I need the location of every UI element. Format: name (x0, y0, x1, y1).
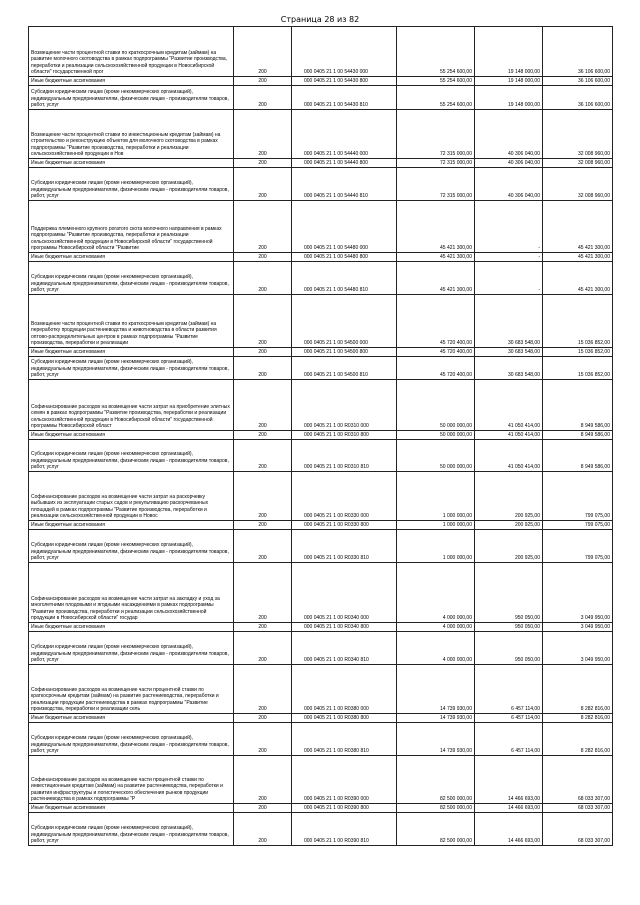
row-executed: 40 306 040,00 (475, 110, 543, 159)
row-remainder: 799 075,00 (543, 472, 613, 521)
row-remainder: 8 949 586,00 (543, 431, 613, 440)
table-row (29, 357, 613, 380)
row-assigned: 50 000 000,00 (397, 440, 475, 472)
row-code: 000 0405 21 1 00 54500 800 (292, 348, 397, 357)
row-code: 000 0405 21 1 00 54430 800 (292, 77, 397, 86)
row-number: 200 (234, 756, 292, 804)
row-name: Возмещение части процентной ставки по краткосрочным кредитам (займам) на переработку продукции растениеводства и животноводства в области развития оптово-распределительных центров в рамках подпрограммы "Развитие производства, переработки и реализации (29, 295, 234, 348)
row-name: Софинансирование расходов на возмещение части затрат на раскорчевку выбывших из эксплуатации старых садов и рекультивацию раскорчеванных площадей в рамках подпрограммы "Развитие производства, переработки и реализации сельскохозяйственной продукции в Новос (29, 472, 234, 521)
table-row (29, 168, 613, 201)
row-assigned: 14 739 930,00 (397, 665, 475, 714)
row-executed: 30 683 548,00 (475, 348, 543, 357)
row-remainder: 36 106 600,00 (543, 86, 613, 110)
row-code: 000 0405 21 1 00 R0340 800 (292, 623, 397, 632)
row-number: 200 (234, 530, 292, 563)
row-assigned: 1 000 000,00 (397, 521, 475, 530)
row-code: 000 0405 21 1 00 54480 800 (292, 253, 397, 262)
table-row (29, 295, 613, 348)
row-name: Субсидии юридическим лицам (кроме некоммерческих организаций), индивидуальным предпринимателям, физическим лицам - производителям товаров, работ, услуг (29, 723, 234, 756)
table-row (29, 86, 613, 110)
row-code: 000 0405 21 1 00 R0330 000 (292, 472, 397, 521)
row-name: Возмещение части процентной ставки по инвестиционным кредитам (займам) на строительство и реконструкцию объектов для молочного скотоводства в рамках подпрограммы "Развитие производства, переработки и реализации сельскохозяйственной продукции в Нов (29, 110, 234, 159)
row-code: 000 0405 21 1 00 R0390 000 (292, 756, 397, 804)
row-number: 200 (234, 472, 292, 521)
table-row (29, 77, 613, 86)
row-number: 200 (234, 348, 292, 357)
row-name: Софинансирование расходов на возмещение части процентной ставки по краткосрочным кредитам (займам) на развитие растениеводства, переработки и реализации продукции растениеводства в рамках подпрограммы "Развитие производства, переработки и реализации сель (29, 665, 234, 714)
row-number: 200 (234, 295, 292, 348)
row-number: 200 (234, 623, 292, 632)
row-remainder: 32 008 960,00 (543, 110, 613, 159)
row-number: 200 (234, 723, 292, 756)
row-executed: 41 050 414,00 (475, 380, 543, 431)
row-assigned: 82 500 000,00 (397, 756, 475, 804)
row-remainder: 3 049 950,00 (543, 632, 613, 665)
row-assigned: 55 254 600,00 (397, 86, 475, 110)
row-code: 000 0405 21 1 00 54430 000 (292, 27, 397, 77)
row-assigned: 4 000 000,00 (397, 632, 475, 665)
row-executed: 200 925,00 (475, 521, 543, 530)
row-number: 200 (234, 440, 292, 472)
row-name: Иные бюджетные ассигнования (29, 804, 234, 813)
row-remainder: 15 036 852,00 (543, 295, 613, 348)
row-assigned: 72 315 000,00 (397, 110, 475, 159)
row-number: 200 (234, 262, 292, 295)
table-row (29, 27, 613, 77)
row-code: 000 0405 21 1 00 54440 810 (292, 168, 397, 201)
row-code: 000 0405 21 1 00 R0330 810 (292, 530, 397, 563)
table-row (29, 665, 613, 714)
row-assigned: 1 000 000,00 (397, 530, 475, 563)
row-assigned: 55 254 600,00 (397, 77, 475, 86)
row-name: Софинансирование расходов на возмещение части затрат на закладку и уход за многолетними плодовыми и ягодными насаждениями в рамках подпрограммы "Развитие производства, переработки и реализации сельскохозяйственной продукции в Новосибирской области" государ (29, 563, 234, 623)
row-number: 200 (234, 665, 292, 714)
row-remainder: 45 421 300,00 (543, 201, 613, 253)
page-header: Страница 28 из 82 (280, 15, 360, 24)
row-number: 200 (234, 77, 292, 86)
row-name: Субсидии юридическим лицам (кроме некоммерческих организаций), индивидуальным предпринимателям, физическим лицам - производителям товаров, работ, услуг (29, 813, 234, 846)
row-remainder: 799 075,00 (543, 521, 613, 530)
row-assigned: 14 739 930,00 (397, 714, 475, 723)
row-number: 200 (234, 357, 292, 380)
row-assigned: 50 000 000,00 (397, 431, 475, 440)
row-code: 000 0405 21 1 00 54440 000 (292, 110, 397, 159)
row-remainder: 36 106 600,00 (543, 27, 613, 77)
row-number: 200 (234, 201, 292, 253)
row-executed: 950 050,00 (475, 563, 543, 623)
row-assigned: 45 421 300,00 (397, 262, 475, 295)
row-name: Возмещение части процентной ставки по краткосрочным кредитам (займам) на развитие молочного скотоводства в рамках подпрограммы "Развитие производства, переработки и реализации сельскохозяйственной продукции в Новосибирской области" государственной прог (29, 27, 234, 77)
row-remainder: 8 949 586,00 (543, 440, 613, 472)
row-number: 200 (234, 521, 292, 530)
row-code: 000 0405 21 1 00 54480 810 (292, 262, 397, 295)
row-number: 200 (234, 27, 292, 77)
row-remainder: 8 282 816,00 (543, 665, 613, 714)
row-code: 000 0405 21 1 00 R0380 800 (292, 714, 397, 723)
table-row (29, 262, 613, 295)
row-name: Субсидии юридическим лицам (кроме некоммерческих организаций), индивидуальным предпринимателям, физическим лицам - производителям товаров, работ, услуг (29, 168, 234, 201)
row-name: Поддержка племенного крупного рогатого скота молочного направления в рамках подпрограммы "Развитие производства, переработки и реализации сельскохозяйственной продукции в Новосибирской области" государственной программы Новосибирской области "Развитие (29, 201, 234, 253)
row-code: 000 0405 21 1 00 54430 810 (292, 86, 397, 110)
row-executed: 19 148 000,00 (475, 27, 543, 77)
row-name: Субсидии юридическим лицам (кроме некоммерческих организаций), индивидуальным предпринимателям, физическим лицам - производителям товаров, работ, услуг (29, 632, 234, 665)
row-assigned: 72 315 000,00 (397, 159, 475, 168)
row-name: Иные бюджетные ассигнования (29, 714, 234, 723)
row-remainder: 8 282 816,00 (543, 723, 613, 756)
row-executed: - (475, 201, 543, 253)
row-code: 000 0405 21 1 00 R0330 800 (292, 521, 397, 530)
row-name: Субсидии юридическим лицам (кроме некоммерческих организаций), индивидуальным предпринимателям, физическим лицам - производителям товаров, работ, услуг (29, 86, 234, 110)
row-executed: 40 306 040,00 (475, 159, 543, 168)
row-remainder: 15 036 852,00 (543, 348, 613, 357)
row-remainder: 36 106 600,00 (543, 77, 613, 86)
table-row (29, 521, 613, 530)
row-code: 000 0405 21 1 00 R0310 000 (292, 380, 397, 431)
row-name: Иные бюджетные ассигнования (29, 253, 234, 262)
row-code: 000 0405 21 1 00 R0380 810 (292, 723, 397, 756)
row-name: Субсидии юридическим лицам (кроме некоммерческих организаций), индивидуальным предпринимателям, физическим лицам - производителям товаров, работ, услуг (29, 530, 234, 563)
row-executed: 41 050 414,00 (475, 431, 543, 440)
row-executed: 30 683 548,00 (475, 295, 543, 348)
row-name: Иные бюджетные ассигнования (29, 348, 234, 357)
row-remainder: 32 008 960,00 (543, 168, 613, 201)
row-code: 000 0405 21 1 00 R0390 800 (292, 804, 397, 813)
row-assigned: 72 315 000,00 (397, 168, 475, 201)
row-number: 200 (234, 632, 292, 665)
row-code: 000 0405 21 1 00 54480 000 (292, 201, 397, 253)
row-assigned: 4 000 000,00 (397, 563, 475, 623)
table-row (29, 723, 613, 756)
row-number: 200 (234, 804, 292, 813)
row-name: Иные бюджетные ассигнования (29, 431, 234, 440)
row-code: 000 0405 21 1 00 54500 000 (292, 295, 397, 348)
row-assigned: 50 000 000,00 (397, 380, 475, 431)
row-assigned: 4 000 000,00 (397, 623, 475, 632)
row-number: 200 (234, 253, 292, 262)
row-number: 200 (234, 159, 292, 168)
row-executed: 30 683 548,00 (475, 357, 543, 380)
table-row (29, 623, 613, 632)
row-name: Субсидии юридическим лицам (кроме некоммерческих организаций), индивидуальным предпринимателям, физическим лицам - производителям товаров, работ, услуг (29, 440, 234, 472)
table-row (29, 530, 613, 563)
row-assigned: 45 720 400,00 (397, 295, 475, 348)
row-code: 000 0405 21 1 00 R0380 000 (292, 665, 397, 714)
table-row (29, 380, 613, 431)
budget-table (28, 26, 613, 846)
row-code: 000 0405 21 1 00 54440 800 (292, 159, 397, 168)
table-row (29, 440, 613, 472)
row-remainder: 3 049 950,00 (543, 563, 613, 623)
row-code: 000 0405 21 1 00 54500 810 (292, 357, 397, 380)
row-name: Софинансирование расходов на возмещение части затрат на приобретение элитных семян в рамках подпрограммы "Развитие производства, переработки и реализации сельскохозяйственной продукции в Новосибирской области" государственной программы Новосибирской област (29, 380, 234, 431)
row-number: 200 (234, 168, 292, 201)
row-number: 200 (234, 431, 292, 440)
row-executed: 950 050,00 (475, 632, 543, 665)
row-remainder: 68 033 307,00 (543, 813, 613, 846)
row-number: 200 (234, 380, 292, 431)
budget-table-body (29, 27, 613, 846)
table-row (29, 632, 613, 665)
row-number: 200 (234, 110, 292, 159)
row-remainder: 32 008 960,00 (543, 159, 613, 168)
table-row (29, 201, 613, 253)
row-assigned: 45 421 300,00 (397, 201, 475, 253)
row-assigned: 14 739 930,00 (397, 723, 475, 756)
table-row (29, 159, 613, 168)
row-code: 000 0405 21 1 00 R0310 800 (292, 431, 397, 440)
table-row (29, 714, 613, 723)
row-name: Иные бюджетные ассигнования (29, 77, 234, 86)
row-executed: 14 466 693,00 (475, 756, 543, 804)
row-number: 200 (234, 563, 292, 623)
row-assigned: 82 500 000,00 (397, 813, 475, 846)
row-executed: 19 148 000,00 (475, 77, 543, 86)
row-executed: 200 925,00 (475, 530, 543, 563)
row-executed: 6 457 114,00 (475, 665, 543, 714)
row-name: Иные бюджетные ассигнования (29, 159, 234, 168)
row-name: Субсидии юридическим лицам (кроме некоммерческих организаций), индивидуальным предпринимателям, физическим лицам - производителям товаров, работ, услуг (29, 357, 234, 380)
row-executed: 950 050,00 (475, 623, 543, 632)
row-executed: 14 466 693,00 (475, 813, 543, 846)
row-code: 000 0405 21 1 00 R0340 810 (292, 632, 397, 665)
table-row (29, 253, 613, 262)
row-assigned: 1 000 000,00 (397, 472, 475, 521)
row-executed: - (475, 262, 543, 295)
row-code: 000 0405 21 1 00 R0310 810 (292, 440, 397, 472)
row-code: 000 0405 21 1 00 R0390 810 (292, 813, 397, 846)
row-assigned: 45 421 300,00 (397, 253, 475, 262)
row-assigned: 45 720 400,00 (397, 348, 475, 357)
row-executed: 200 925,00 (475, 472, 543, 521)
table-row (29, 472, 613, 521)
row-executed: 40 306 040,00 (475, 168, 543, 201)
row-assigned: 82 500 000,00 (397, 804, 475, 813)
table-row (29, 563, 613, 623)
row-remainder: 8 282 816,00 (543, 714, 613, 723)
row-executed: 19 148 000,00 (475, 86, 543, 110)
row-name: Иные бюджетные ассигнования (29, 623, 234, 632)
row-remainder: 3 049 950,00 (543, 623, 613, 632)
table-row (29, 110, 613, 159)
table-row (29, 756, 613, 804)
row-name: Софинансирование расходов на возмещение части процентной ставки по инвестиционным кредитам (займам) на развитие растениеводства, переработки и развития инфраструктуры и логистического обеспечения рынков продукции растениеводства в рамках подпрограммы "Р (29, 756, 234, 804)
table-row (29, 813, 613, 846)
row-remainder: 15 036 852,00 (543, 357, 613, 380)
row-name: Субсидии юридическим лицам (кроме некоммерческих организаций), индивидуальным предпринимателям, физическим лицам - производителям товаров, работ, услуг (29, 262, 234, 295)
row-name: Иные бюджетные ассигнования (29, 521, 234, 530)
row-remainder: 45 421 300,00 (543, 253, 613, 262)
row-executed: 6 457 114,00 (475, 714, 543, 723)
row-executed: - (475, 253, 543, 262)
row-number: 200 (234, 813, 292, 846)
row-remainder: 68 033 307,00 (543, 756, 613, 804)
row-remainder: 8 949 586,00 (543, 380, 613, 431)
row-executed: 41 050 414,00 (475, 440, 543, 472)
row-remainder: 68 033 307,00 (543, 804, 613, 813)
row-assigned: 45 720 400,00 (397, 357, 475, 380)
row-remainder: 799 075,00 (543, 530, 613, 563)
row-number: 200 (234, 86, 292, 110)
row-number: 200 (234, 714, 292, 723)
table-row (29, 348, 613, 357)
row-remainder: 45 421 300,00 (543, 262, 613, 295)
row-executed: 14 466 693,00 (475, 804, 543, 813)
row-executed: 6 457 114,00 (475, 723, 543, 756)
table-row (29, 804, 613, 813)
table-row (29, 431, 613, 440)
row-code: 000 0405 21 1 00 R0340 000 (292, 563, 397, 623)
row-assigned: 55 254 600,00 (397, 27, 475, 77)
